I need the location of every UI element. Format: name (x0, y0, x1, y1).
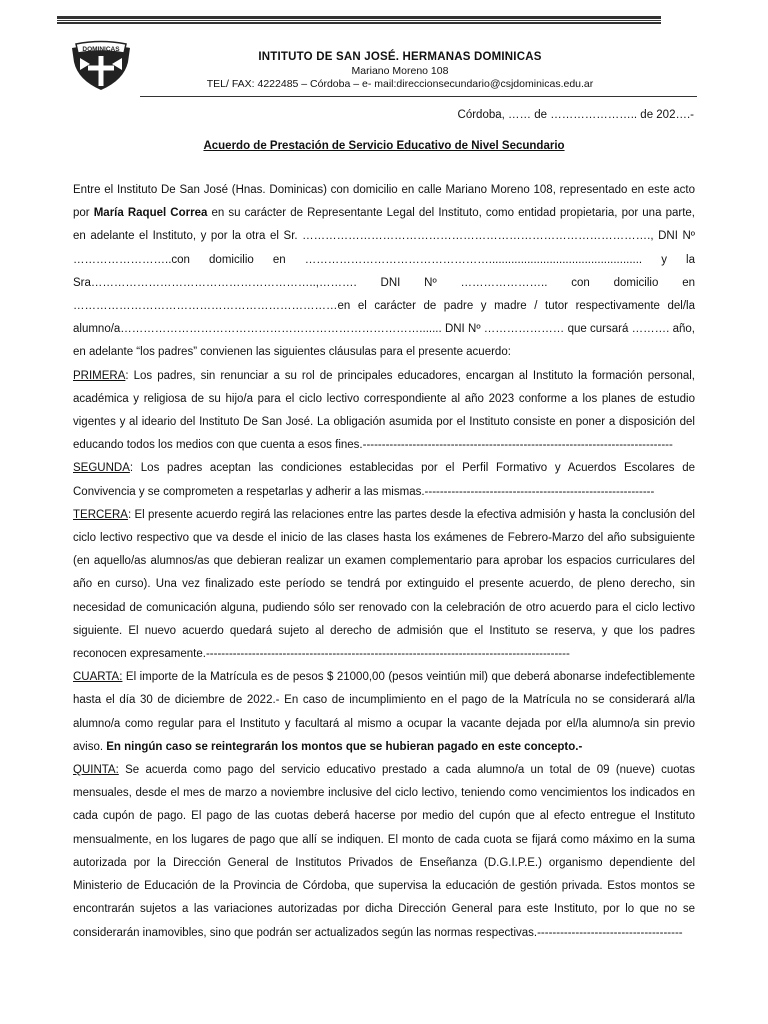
top-rule-inner (57, 20, 661, 21)
institution-contact: TEL/ FAX: 4222485 – Córdoba – e- mail:direccionsecundario@csjdominicas.edu.ar (206, 78, 594, 90)
clause-label: SEGUNDA (73, 462, 130, 475)
dominicas-shield-icon (66, 40, 136, 92)
header-rule (140, 96, 697, 97)
logo-text: DOMINICAS (82, 46, 120, 53)
clause-label: QUINTA: (73, 764, 119, 777)
clause-primera: PRIMERA: Los padres, sin renunciar a su rol de principales educadores, encargan al Instituto la formación personal, académica y religiosa de su hijo/a para el ciclo lectivo correspondiente al año 2023 conforme a los planes de estudio vigentes y al ideario del Instituto De San José. La obligación asumida por el Instituto consiste en poner a disposición del educando todos los medios con que cuenta a esos fines.--------------------------------------------------------------------------------- (73, 369, 695, 452)
school-logo (66, 40, 136, 92)
document-title: Acuerdo de Prestación de Servicio Educativo de Nivel Secundario (203, 140, 565, 152)
intro-paragraph: Entre el Instituto De San José (Hnas. Dominicas) con domicilio en calle Mariano Moreno 108, representado en este acto por María Raquel Correa en su carácter de Representante Legal del Instituto, como entidad propietaria, por una parte, en adelante el Instituto, y por la otra el Sr. ………………………………………………………………………………., DNI Nº ……………………..con domicilio en …………………………………………................................................ y la Sra…………………………………………………..,………. DNI Nº ………………….. con domicilio en ……………………………………………………………en el carácter de padre y madre / tutor respectivamente del/la alumno/a……………………………………………………………………....... DNI Nº ………………… que cursará ………. año, en adelante “los padres” convienen las siguientes cláusulas para el presente acuerdo: (73, 184, 695, 359)
letterhead (150, 51, 650, 90)
clause-label: TERCERA (73, 508, 128, 521)
clause-quinta: QUINTA: Se acuerda como pago del servicio educativo prestado a cada alumno/a un total de 09 (nueve) cuotas mensuales, desde el mes de marzo a noviembre inclusive del ciclo lectivo, teniendo como vencimientos los indicados en cada cupón de pago. El pago de las cuotas deberá hacerse por medio del cupón que al efecto entregue el Instituto mensualmente, en los lugares de pago que allí se indiquen. El monto de cada cuota se fijará como máximo en la suma autorizada por la Dirección General de Institutos Privados de Enseñanza (D.G.I.P.E.) organismo dependiente del Ministerio de Educación de la Provincia de Córdoba, que supervisa la educación de gestión privada. Estos montos se encontrarán sujetos a las variaciones autorizadas por dicha Dirección General para este Instituto, por lo que no se considerarán inamovibles, sino que podrán ser actualizados según las normas respectivas.-------------------------------------- (73, 764, 695, 939)
document-body (73, 179, 695, 945)
clause-segunda: SEGUNDA: Los padres aceptan las condiciones establecidas por el Perfil Formativo y Acuerdos Escolares de Convivencia y se comprometen a respetarlas y adherir a las mismas.------------------------------------------------------------ (73, 462, 695, 498)
institution-name: INTITUTO DE SAN JOSÉ. HERMANAS DOMINICAS (258, 51, 542, 63)
clause-cuarta: CUARTA: El importe de la Matrícula es de pesos $ 21000,00 (pesos veintiún mil) que deberá abonarse indefectiblemente hasta el día 30 de diciembre de 2022.- En caso de incumplimiento en el pago de la Matrícula no se considerará al/la alumno/a como regular para el Instituto y facultará al mismo a ocupar la vacante dejada por el/la alumno/a sin previo aviso. En ningún caso se reintegrarán los montos que se hubieran pagado en este concepto.- (73, 671, 695, 753)
clause-bold-notice: En ningún caso se reintegrarán los montos que se hubieran pagado en este concepto.- (106, 740, 583, 753)
clause-label: CUARTA: (73, 671, 123, 684)
clause-tercera: TERCERA: El presente acuerdo regirá las relaciones entre las partes desde la efectiva admisión y hasta la conclusión del ciclo lectivo respectivo que va desde el inicio de las clases hasta los exámenes de Febrero-Marzo del año subsiguiente (en aquello/as alumnos/as que debieran realizar un examen complementario para aprobar los espacios curriculares del año en curso). Una vez finalizado este período se tendrá por extinguido el presente acuerdo, de pleno derecho, sin necesidad de comunicación alguna, pudiendo sólo ser renovado con la celebración de otro acuerdo para el ciclo lectivo siguiente. El nuevo acuerdo quedará sujeto al derecho de admisión que el Instituto se reserva, y que los padres reconocen expresamente.----------------------------------------------------------------------------------------------- (73, 508, 695, 661)
clause-label: PRIMERA (73, 369, 126, 382)
representative-name: María Raquel Correa (93, 207, 208, 220)
date-line: Córdoba, …… de ………………….. de 202….- (457, 109, 694, 121)
institution-address: Mariano Moreno 108 (351, 65, 449, 77)
